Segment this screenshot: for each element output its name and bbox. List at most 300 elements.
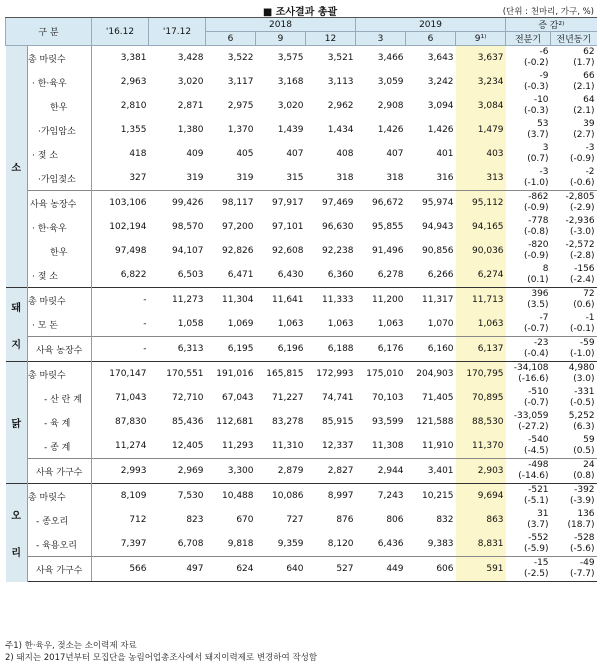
value-cell: 98,570 [172,222,204,232]
survey-summary-table [5,17,597,582]
change-percent: (-2.5) [523,569,549,579]
table-row [6,410,597,434]
value-cell: 876 [336,515,354,525]
change-percent: (-16.6) [518,374,549,384]
value-cell: 3,300 [206,459,256,484]
group-duck [6,484,28,582]
value-cell: 3,522 [227,53,254,63]
value-cell: 11,641 [256,288,306,313]
value-cell: - [143,319,147,329]
current-value-cell: 90,036 [456,239,506,263]
unit-label: (단위 : 천마리, 가구, %) [502,7,594,17]
change-prev-quarter [506,263,551,288]
current-value-cell: 3,084 [456,94,506,118]
change-amount: -540 [528,435,549,445]
value-cell: 2,944 [356,459,406,484]
value-cell: 3,381 [120,53,147,63]
change-prev-year [551,386,597,410]
value-cell: 6,176 [356,337,406,362]
value-cell: 3,113 [327,77,354,87]
value-cell: 712 [129,515,147,525]
change-percent: (-5.1) [523,496,549,506]
value-cell: 6,436 [377,539,404,549]
change-prev-year [551,142,597,166]
value-cell: 316 [436,173,454,183]
value-cell: - [92,288,149,313]
change-percent: (-0.9) [523,203,549,213]
change-percent: (0.5) [573,446,595,456]
change-percent: (-0.9) [569,154,595,164]
value-cell: 327 [129,173,147,183]
value-cell: 2,827 [306,459,356,484]
value-cell: 99,426 [149,191,206,216]
change-prev-quarter [506,557,551,582]
current-value-cell: 8,831 [456,532,506,557]
change-prev-year [551,312,597,337]
change-prev-quarter [506,508,551,532]
value-cell: 319 [236,173,254,183]
value-cell: 96,630 [322,222,354,232]
value-cell: 94,107 [172,246,204,256]
value-cell: 6,313 [149,337,206,362]
current-value-cell: 591 [456,557,506,582]
change-percent: (-0.1) [569,324,595,334]
change-amount: 53 [537,119,549,129]
value-cell: 11,317 [406,288,456,313]
value-cell: 97,498 [115,246,147,256]
value-cell: 8,109 [92,484,149,509]
value-cell: 8,120 [327,539,354,549]
current-value-cell: 6,137 [456,337,506,362]
current-value-cell: 88,530 [456,410,506,434]
header-2016-12: '16.12 [92,18,149,46]
value-cell: 640 [256,557,306,582]
change-amount: -2,572 [565,240,595,250]
value-cell: 3,401 [406,459,456,484]
table-row [6,215,597,239]
group-label-chicken: 닭 [11,419,22,430]
value-cell: 3,020 [177,77,204,87]
value-cell: 97,200 [222,222,254,232]
current-value-cell: 94,165 [456,215,506,239]
value-cell: 1,439 [277,125,304,135]
row-label: · 젖 소 [28,142,92,166]
change-percent: (18.7) [567,520,595,530]
row-label: · 한·육우 [28,215,92,239]
change-prev-year [551,459,597,484]
value-cell: 12,405 [172,441,204,451]
value-cell: 92,608 [272,246,304,256]
change-amount: -331 [574,387,595,397]
value-cell: 74,741 [322,393,354,403]
value-cell: 1,434 [327,125,354,135]
row-label: 총 마릿수 [28,484,92,509]
header-year-2019: 2019 [356,18,506,32]
value-cell: 1,355 [120,125,147,135]
table-title: ■ 조사결과 총괄 [262,7,338,18]
change-amount: 39 [583,119,595,129]
change-percent: (-1.0) [523,178,549,188]
change-amount: -156 [574,264,595,274]
value-cell: 1,370 [227,125,254,135]
value-cell: 3,643 [427,53,454,63]
value-cell: 11,200 [356,288,406,313]
change-prev-quarter [506,484,551,509]
change-amount: -2,936 [565,216,595,226]
value-cell: 408 [336,149,354,159]
value-cell: 191,016 [206,362,256,387]
header-prev-year: 전년동기 [551,32,597,46]
change-prev-year [551,94,597,118]
value-cell: 11,304 [206,288,256,313]
change-prev-quarter [506,362,551,387]
value-cell: 112,681 [216,417,254,427]
change-amount: -9 [539,71,549,81]
value-cell: 823 [186,515,204,525]
value-cell: 2,908 [377,101,404,111]
current-value-cell: 11,713 [456,288,506,313]
change-amount: -862 [528,192,549,202]
value-cell: 318 [336,173,354,183]
current-value-cell: 9,694 [456,484,506,509]
value-cell: 85,436 [172,417,204,427]
value-cell: 6,360 [327,270,354,280]
change-percent: (-0.3) [523,106,549,116]
value-cell: 91,496 [372,246,404,256]
change-prev-year [551,288,597,313]
value-cell: 407 [386,149,404,159]
change-amount: 59 [583,435,595,445]
header-month: 12 [306,32,356,46]
change-percent: (-2.8) [569,251,595,261]
value-cell: 6,196 [256,337,306,362]
value-cell: 95,974 [406,191,456,216]
table-row [6,239,597,263]
row-label: 한우 [28,239,92,263]
change-amount: -778 [528,216,549,226]
change-amount: -1 [585,313,595,323]
header-2017-12: '17.12 [149,18,206,46]
change-amount: 5,252 [568,411,595,421]
row-label: - 산 란 계 [28,386,92,410]
table-row [6,532,597,557]
table-body [6,46,597,582]
change-percent: (0.7) [527,154,549,164]
change-percent: (3.7) [527,520,549,530]
group-cattle [6,46,28,288]
value-cell: 11,308 [372,441,404,451]
change-prev-quarter [506,70,551,94]
value-cell: 11,293 [222,441,254,451]
value-cell: 1,063 [327,319,354,329]
row-label: ·가임암소 [28,118,92,142]
change-amount: 66 [583,71,595,81]
change-amount: -510 [528,387,549,397]
change-prev-year [551,239,597,263]
change-prev-quarter [506,142,551,166]
value-cell: 1,070 [427,319,454,329]
change-prev-year [551,46,597,71]
value-cell: 409 [186,149,204,159]
value-cell: 11,274 [115,441,147,451]
value-cell: 1,058 [177,319,204,329]
header-year-2018: 2018 [206,18,356,32]
header-month-current: 9¹⁾ [456,32,506,46]
value-cell: 2,963 [120,77,147,87]
change-amount: 8 [542,264,549,274]
header-change: 증 감²⁾ [506,18,597,32]
current-value-cell: 70,895 [456,386,506,410]
value-cell: 12,337 [322,441,354,451]
value-cell: 90,856 [422,246,454,256]
value-cell: 93,599 [372,417,404,427]
value-cell: 170,147 [92,362,149,387]
group-chicken [6,362,28,484]
row-label: 총 마릿수 [28,288,92,313]
value-cell: 670 [236,515,254,525]
current-value-cell: 1,063 [456,312,506,337]
value-cell: 121,588 [416,417,454,427]
change-percent: (-27.2) [518,422,549,432]
header-prev-quarter: 전분기 [506,32,551,46]
value-cell: 566 [92,557,149,582]
group-label-pig: 돼 [11,302,22,314]
value-cell: 727 [286,515,304,525]
change-percent: (-0.4) [523,349,549,359]
value-cell: 3,428 [177,53,204,63]
value-cell: 85,915 [322,417,354,427]
value-cell: 1,426 [377,125,404,135]
value-cell: 401 [436,149,454,159]
current-value-cell: 1,479 [456,118,506,142]
value-cell: 1,426 [427,125,454,135]
table-row [6,288,597,313]
change-prev-year [551,532,597,557]
change-prev-year [551,337,597,362]
change-amount: -820 [528,240,549,250]
change-prev-year [551,362,597,387]
value-cell: 1,069 [227,319,254,329]
change-prev-quarter [506,459,551,484]
group-label-cattle: 소 [11,163,22,174]
value-cell: 3,094 [427,101,454,111]
change-percent: (2.7) [573,130,595,140]
value-cell: 3,242 [427,77,454,87]
value-cell: 67,043 [222,393,254,403]
change-prev-quarter [506,94,551,118]
value-cell: 497 [149,557,206,582]
table-row [6,484,597,509]
change-amount: -552 [528,533,549,543]
change-prev-quarter [506,166,551,191]
table-row [6,142,597,166]
value-cell: 97,917 [256,191,306,216]
value-cell: 8,997 [306,484,356,509]
value-cell: 3,117 [227,77,254,87]
change-prev-year [551,166,597,191]
group-label-duck: 오 [11,510,22,522]
table-row [6,386,597,410]
row-label: 총 마릿수 [28,46,92,71]
change-prev-quarter [506,410,551,434]
value-cell: 102,194 [109,222,147,232]
value-cell: 9,359 [277,539,304,549]
current-value-cell: 863 [456,508,506,532]
row-label: · 젖 소 [28,263,92,288]
change-percent: (-4.5) [523,446,549,456]
change-percent: (-0.2) [523,58,549,68]
header-month: 6 [206,32,256,46]
change-percent: (3.5) [527,300,549,310]
value-cell: 10,488 [206,484,256,509]
value-cell: 71,405 [422,393,454,403]
row-label: - 종 계 [28,434,92,459]
value-cell: 165,815 [256,362,306,387]
change-percent: (-0.7) [523,324,549,334]
value-cell: 832 [436,515,454,525]
change-prev-quarter [506,312,551,337]
current-value-cell: 11,370 [456,434,506,459]
footnotes [5,640,317,664]
value-cell: 9,383 [427,539,454,549]
change-amount: 24 [583,460,595,470]
value-cell: 72,710 [172,393,204,403]
table-row [6,191,597,216]
change-prev-year [551,557,597,582]
change-percent: (-1.0) [569,349,595,359]
value-cell: 2,993 [92,459,149,484]
value-cell: 3,575 [277,53,304,63]
change-prev-quarter [506,386,551,410]
row-label: · 모 돈 [28,312,92,337]
change-percent: (-14.6) [518,471,549,481]
change-prev-quarter [506,215,551,239]
change-amount: 64 [583,95,595,105]
value-cell: 6,160 [406,337,456,362]
change-amount: -15 [533,558,549,568]
value-cell: 97,101 [272,222,304,232]
change-prev-quarter [506,46,551,71]
change-percent: (3.7) [527,130,549,140]
value-cell: 11,333 [306,288,356,313]
change-amount: -2,805 [565,192,595,202]
value-cell: 94,943 [422,222,454,232]
row-label: 사육 가구수 [28,557,92,582]
change-amount: -33,059 [513,411,549,421]
header-month: 6 [406,32,456,46]
value-cell: 11,910 [422,441,454,451]
change-percent: (-0.8) [523,227,549,237]
value-cell: 92,238 [322,246,354,256]
group-label-duck: 리 [11,547,22,559]
change-prev-year [551,410,597,434]
value-cell: 10,086 [256,484,306,509]
change-percent: (-0.3) [523,82,549,92]
change-percent: (-3.0) [569,227,595,237]
change-amount: -2 [585,167,595,177]
value-cell: 71,043 [115,393,147,403]
value-cell: 98,117 [206,191,256,216]
change-amount: -3 [585,143,595,153]
change-percent: (-3.9) [569,496,595,506]
table-row [6,337,597,362]
change-percent: (-5.6) [569,544,595,554]
change-amount: 4,980 [568,363,595,373]
change-prev-year [551,508,597,532]
value-cell: 87,830 [115,417,147,427]
value-cell: 606 [406,557,456,582]
change-prev-year [551,215,597,239]
change-prev-quarter [506,239,551,263]
table-row [6,263,597,288]
change-percent: (2.1) [573,106,595,116]
current-value-cell: 313 [456,166,506,191]
value-cell: 3,521 [327,53,354,63]
value-cell: 1,380 [177,125,204,135]
value-cell: 2,871 [177,101,204,111]
change-percent: (-7.7) [569,569,595,579]
change-amount: -392 [574,485,595,495]
value-cell: 6,822 [120,270,147,280]
value-cell: 7,397 [120,539,147,549]
current-value-cell: 6,274 [456,263,506,288]
value-cell: 1,063 [277,319,304,329]
value-cell: 318 [386,173,404,183]
value-cell: 92,826 [222,246,254,256]
value-cell: 806 [386,515,404,525]
change-percent: (-2.9) [569,203,595,213]
change-percent: (0.6) [573,300,595,310]
header-category: 구 분 [6,18,92,46]
value-cell: 6,471 [227,270,254,280]
value-cell: 9,818 [227,539,254,549]
change-amount: -3 [539,167,549,177]
group-pig [6,288,28,362]
value-cell: 83,278 [272,417,304,427]
value-cell: 3,020 [277,101,304,111]
table-row [6,434,597,459]
value-cell: 624 [206,557,256,582]
change-prev-year [551,118,597,142]
change-prev-quarter [506,288,551,313]
value-cell: 3,466 [377,53,404,63]
value-cell: 11,310 [272,441,304,451]
current-value-cell: 95,112 [456,191,506,216]
value-cell: 2,975 [227,101,254,111]
change-prev-quarter [506,337,551,362]
value-cell: 6,430 [277,270,304,280]
change-percent: (1.7) [573,58,595,68]
change-prev-year [551,434,597,459]
change-amount: 31 [537,509,549,519]
change-amount: 136 [577,509,595,519]
change-prev-year [551,484,597,509]
change-percent: (3.0) [573,374,595,384]
value-cell: 172,993 [306,362,356,387]
change-prev-year [551,191,597,216]
current-value-cell: 2,903 [456,459,506,484]
change-percent: (2.1) [573,82,595,92]
current-value-cell: 170,795 [456,362,506,387]
change-prev-year [551,70,597,94]
value-cell: 6,188 [306,337,356,362]
table-row [6,94,597,118]
value-cell: 2,969 [149,459,206,484]
footnote: 주1) 한·육우, 젖소는 소이력제 자료 [5,641,137,651]
change-prev-quarter [506,191,551,216]
value-cell: 7,243 [356,484,406,509]
change-amount: 62 [583,47,595,57]
